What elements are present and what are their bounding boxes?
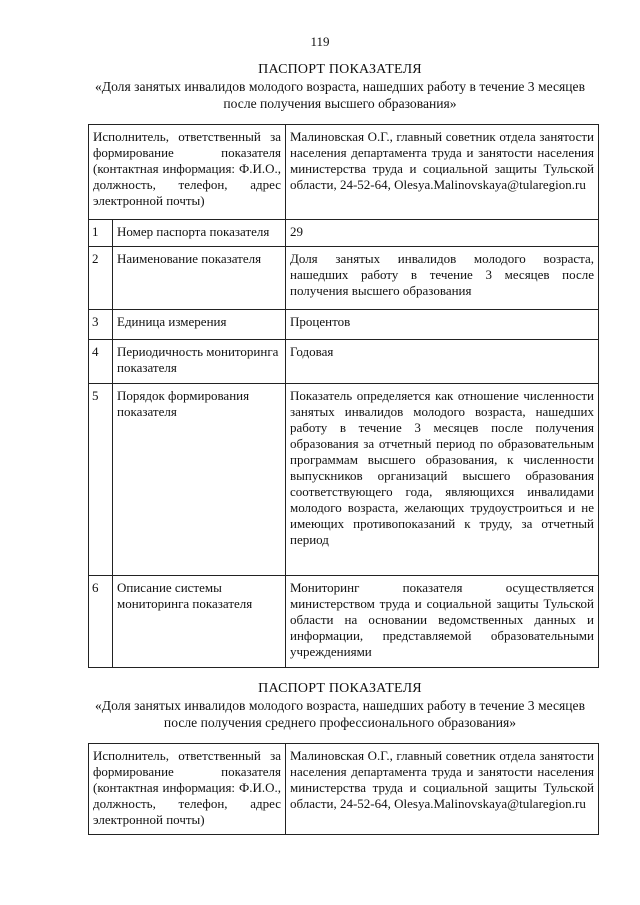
executor-label: Исполнитель, ответственный за формирование показателя (контактная информация: Ф.И.О., должность, телефон, адрес электронной почты) xyxy=(89,125,286,220)
row-number: 3 xyxy=(89,310,113,340)
table-row xyxy=(89,310,599,340)
row-number: 4 xyxy=(89,340,113,384)
row-label: Единица измерения xyxy=(113,310,286,340)
passport-1-heading xyxy=(80,61,600,112)
row-label: Периодичность мониторинга показателя xyxy=(113,340,286,384)
row-value: Показатель определяется как отношение численности занятых инвалидов молодого возраста, нашедших работу в течение 3 месяцев после получения образования за отчетный период по образовательным программам высшего образования, к численности выпускников организаций высшего образования соответствующего года, являющихся инвалидами молодого возраста, желающих трудоустроиться и не имеющих противопоказаний к труду, за отчетный период xyxy=(286,384,599,576)
row-value: 29 xyxy=(286,220,599,247)
table-row-executor xyxy=(89,744,599,835)
passport-2-title: ПАСПОРТ ПОКАЗАТЕЛЯ xyxy=(258,681,422,696)
row-number: 1 xyxy=(89,220,113,247)
passport-1-title: ПАСПОРТ ПОКАЗАТЕЛЯ xyxy=(258,62,422,77)
table-row xyxy=(89,384,599,576)
row-label: Номер паспорта показателя xyxy=(113,220,286,247)
row-number: 2 xyxy=(89,247,113,310)
table-row xyxy=(89,340,599,384)
row-value: Годовая xyxy=(286,340,599,384)
table-row xyxy=(89,220,599,247)
row-label: Порядок формирования показателя xyxy=(113,384,286,576)
row-number: 6 xyxy=(89,576,113,668)
row-value: Процентов xyxy=(286,310,599,340)
executor-value: Малиновская О.Г., главный советник отдела занятости населения департамента труда и занятости населения министерства труда и социальной защиты Тульской области, 24-52-64, Olesya.Malinovskaya@tularegion.ru xyxy=(286,125,599,220)
row-value: Доля занятых инвалидов молодого возраста, нашедших работу в течение 3 месяцев после получения высшего образования xyxy=(286,247,599,310)
table-row xyxy=(89,247,599,310)
passport-1-subtitle: «Доля занятых инвалидов молодого возраста, нашедших работу в течение 3 месяцев после получения высшего образования» xyxy=(95,79,585,111)
row-label: Описание системы мониторинга показателя xyxy=(113,576,286,668)
table-row-executor xyxy=(89,125,599,220)
passport-2-heading xyxy=(80,680,600,731)
passport-1-table xyxy=(88,124,599,668)
passport-2-table xyxy=(88,743,599,835)
executor-value: Малиновская О.Г., главный советник отдела занятости населения департамента труда и занятости населения министерства труда и социальной защиты Тульской области, 24-52-64, Olesya.Malinovskaya@tularegion.ru xyxy=(286,744,599,835)
page-number: 119 xyxy=(310,34,330,49)
row-label: Наименование показателя xyxy=(113,247,286,310)
row-value: Мониторинг показателя осуществляется министерством труда и социальной защиты Тульской области на основании ведомственных данных и информации, представляемой образовательными учреждениями xyxy=(286,576,599,668)
table-row xyxy=(89,576,599,668)
executor-label: Исполнитель, ответственный за формирование показателя (контактная информация: Ф.И.О., должность, телефон, адрес электронной почты) xyxy=(89,744,286,835)
passport-2-subtitle: «Доля занятых инвалидов молодого возраста, нашедших работу в течение 3 месяцев после получения среднего профессионального образования» xyxy=(95,698,585,730)
row-number: 5 xyxy=(89,384,113,576)
